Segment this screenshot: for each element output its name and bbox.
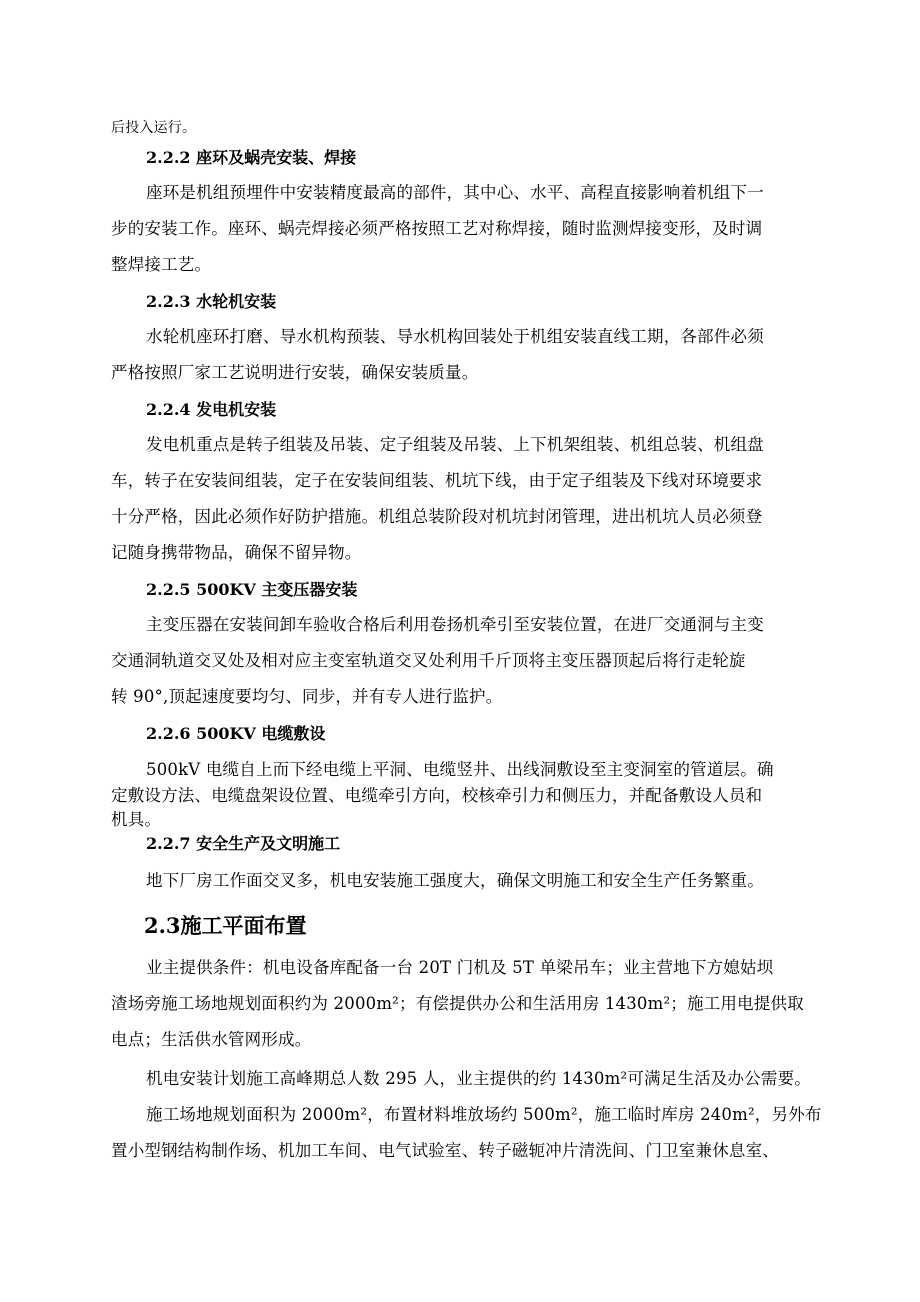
paragraph-line: 定敷设方法、电缆盘架设位置、电缆牵引方向，校核牵引力和侧压力，并配备敷设人员和: [111, 786, 763, 805]
paragraph-line: 交通洞轨道交叉处及相对应主变室轨道交叉处利用千斤顶将主变压器顶起后将行走轮旋: [111, 651, 746, 670]
paragraph-line: 电点；生活供水管网形成。: [111, 1030, 312, 1049]
paragraph-line: 发电机重点是转子组装及吊装、定子组装及吊装、上下机架组装、机组总装、机组盘: [146, 435, 764, 454]
paragraph-line: 机具。: [111, 810, 162, 829]
section-heading-2-2-3: 2.2.3 水轮机安装: [146, 292, 277, 311]
paragraph-line: 后投入运行。: [111, 120, 197, 136]
section-heading-2-2-5: 2.2.5 500KV 主变压器安装: [146, 580, 358, 599]
paragraph-line: 置小型钢结构制作场、机加工车间、电气试验室、转子磁轭冲片清洗间、门卫室兼休息室、: [111, 1141, 779, 1160]
section-heading-2-2-7: 2.2.7 安全生产及文明施工: [146, 834, 341, 853]
paragraph-line: 主变压器在安装间卸车验收合格后利用卷扬机牵引至安装位置，在进厂交通洞与主变: [146, 615, 764, 634]
paragraph-line: 地下厂房工作面交叉多，机电安装施工强度大，确保文明施工和安全生产任务繁重。: [146, 871, 764, 890]
section-heading-2-2-2: 2.2.2 座环及蜗壳安装、焊接: [146, 148, 357, 167]
paragraph-line: 水轮机座环打磨、导水机构预装、导水机构回装处于机组安装直线工期，各部件必须: [146, 327, 764, 346]
paragraph-line: 严格按照厂家工艺说明进行安装，确保安装质量。: [111, 363, 479, 382]
paragraph-line: 座环是机组预埋件中安装精度最高的部件，其中心、水平、高程直接影响着机组下一: [146, 183, 764, 202]
paragraph-line: 机电安装计划施工高峰期总人数 295 人，业主提供的约 1430m²可满足生活及办公需要。: [146, 1069, 811, 1088]
paragraph-line: 步的安装工作。座环、蜗壳焊接必须严格按照工艺对称焊接，随时监测焊接变形，及时调: [111, 219, 763, 238]
section-heading-2-3: 2.3施工平面布置: [144, 913, 307, 938]
paragraph-line: 车，转子在安装间组装，定子在安装间组装、机坑下线，由于定子组装及下线对环境要求: [111, 471, 763, 490]
section-heading-2-2-6: 2.2.6 500KV 电缆敷设: [146, 724, 326, 743]
paragraph-line: 渣场旁施工场地规划面积约为 2000m²；有偿提供办公和生活用房 1430m²；施工用电提供取: [111, 994, 804, 1013]
paragraph-line: 业主提供条件：机电设备库配备一台 20T 门机及 5T 单梁吊车；业主营地下方媳姑坝: [146, 958, 774, 977]
section-heading-2-2-4: 2.2.4 发电机安装: [146, 400, 277, 419]
paragraph-line: 施工场地规划面积为 2000m²，布置材料堆放场约 500m²，施工临时库房 240m²，另外布: [146, 1105, 822, 1124]
paragraph-line: 转 90°,顶起速度要均匀、同步，并有专人进行监护。: [111, 687, 503, 706]
paragraph-line: 500kV 电缆自上而下经电缆上平洞、电缆竖井、出线洞敷设至主变洞室的管道层。确: [146, 760, 774, 779]
paragraph-line: 十分严格，因此必须作好防护措施。机组总装阶段对机坑封闭管理，进出机坑人员必须登: [111, 507, 763, 526]
paragraph-line: 整焊接工艺。: [111, 255, 212, 274]
paragraph-line: 记随身携带物品，确保不留异物。: [111, 543, 362, 562]
